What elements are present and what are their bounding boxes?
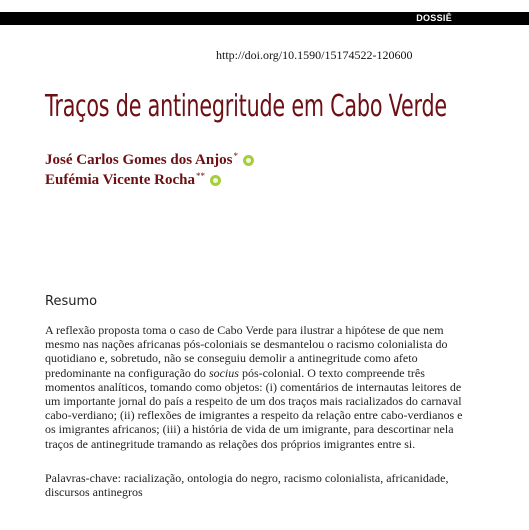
author-1 <box>45 152 254 169</box>
author-name: José Carlos Gomes dos Anjos <box>45 152 233 168</box>
doi-link[interactable]: http://doi.org/10.1590/15174522-120600 <box>216 48 413 62</box>
orcid-icon[interactable] <box>210 175 221 186</box>
orcid-icon[interactable] <box>243 155 254 166</box>
abstract-heading: Resumo <box>45 294 98 309</box>
abstract-italic-term: socius <box>208 365 239 380</box>
abstract-text-part-2: pós-colonial. O texto compreende três momentos analíticos, tomando como objetos: (i) comentários de internautas leitores de um importante jornal do país a respeito de um dos traços mais racializados do carnaval cabo-verdiano; (ii) reflexões de imigrantes a respeito da relação entre cabo-verdianos e os imigrantes africanos; (iii) a história de vida de um imigrante, para descortinar nela traços de antinegritude tramando as relações dos próprios imigrantes entre si. <box>45 365 463 451</box>
abstract-text <box>45 323 468 451</box>
abstract-text-part-1: A reflexão proposta toma o caso de Cabo Verde para ilustrar a hipótese de que nem mesmo nas nações africanas pós-coloniais se desmantelou o racismo colonialista do quotidiano e, sobretudo, não se conseguiu demolir a antinegritude como afeto predominante na configuração do <box>45 323 448 380</box>
author-name: Eufémia Vicente Rocha <box>45 172 195 188</box>
keywords: Palavras-chave: racialização, ontologia do negro, racismo colonialista, africanidade, discursos antinegros <box>45 471 449 500</box>
author-footnote-mark[interactable]: * <box>233 150 239 161</box>
section-label: DOSSIÊ <box>416 13 452 23</box>
section-bar <box>0 12 529 25</box>
author-footnote-mark[interactable]: ** <box>195 170 205 181</box>
article-title: Traços de antinegritude em Cabo Verde <box>45 89 447 124</box>
author-2 <box>45 172 221 189</box>
